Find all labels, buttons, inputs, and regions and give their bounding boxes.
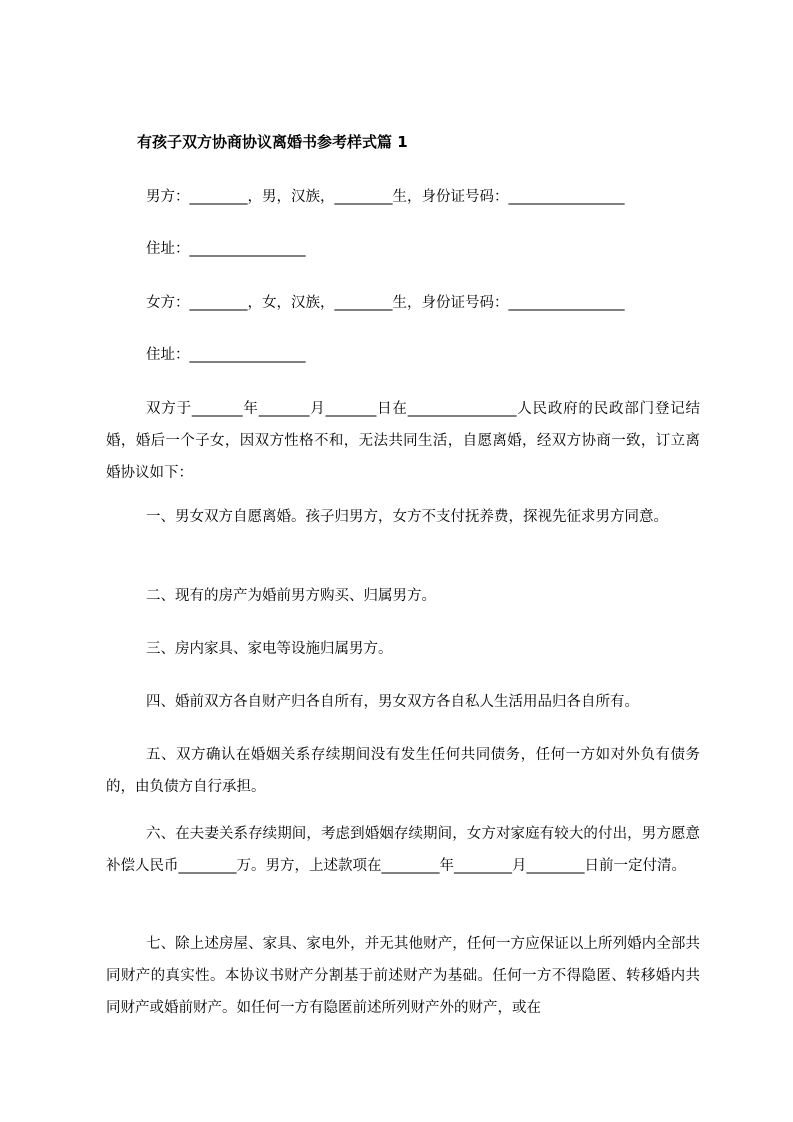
clause-5: 五、双方确认在婚姻关系存续期间没有发生任何共同债务，任何一方如对外负有债务的，由负债方自行承担。: [106, 747, 700, 795]
document-title: 有孩子双方协商协议离婚书参考样式篇 1: [137, 133, 408, 151]
intro-paragraph: 双方于_______年_______月_______日在_______________人民政府的民政部门登记结婚，婚后一个子女，因双方性格不和，无法共同生活，自愿离婚，经双方协商一致，订立离婚协议如下：: [106, 401, 700, 481]
husband-address-line: 住址：________________: [146, 241, 306, 257]
clause-3: 三、房内家具、家电等设施归属男方。: [146, 641, 393, 657]
wife-address-line: 住址：________________: [146, 347, 306, 363]
husband-info-line: 男方：________，男，汉族，________生，身份证号码：________________: [146, 189, 625, 205]
clause-1: 一、男女双方自愿离婚。孩子归男方，女方不支付抚养费，探视先征求男方同意。: [146, 509, 668, 525]
clause-7: 七、除上述房屋、家具、家电外，并无其他财产，任何一方应保证以上所列婚内全部共同财产的真实性。本协议书财产分割基于前述财产为基础。任何一方不得隐匿、转移婚内共同财产或婚前财产。如任何一方有隐匿前述所列财产外的财产，或在: [106, 936, 700, 1016]
wife-info-line: 女方：________，女，汉族，________生，身份证号码：________________: [146, 295, 625, 311]
clause-2: 二、现有的房产为婚前男方购买、归属男方。: [146, 588, 436, 604]
clause-4: 四、婚前双方各自财产归各自所有，男女双方各自私人生活用品归各自所有。: [146, 694, 639, 710]
clause-6: 六、在夫妻关系存续期间，考虑到婚姻存续期间，女方对家庭有较大的付出，男方愿意补偿人民币________万。男方，上述款项在________年________月________日前一定付清。: [106, 826, 700, 874]
